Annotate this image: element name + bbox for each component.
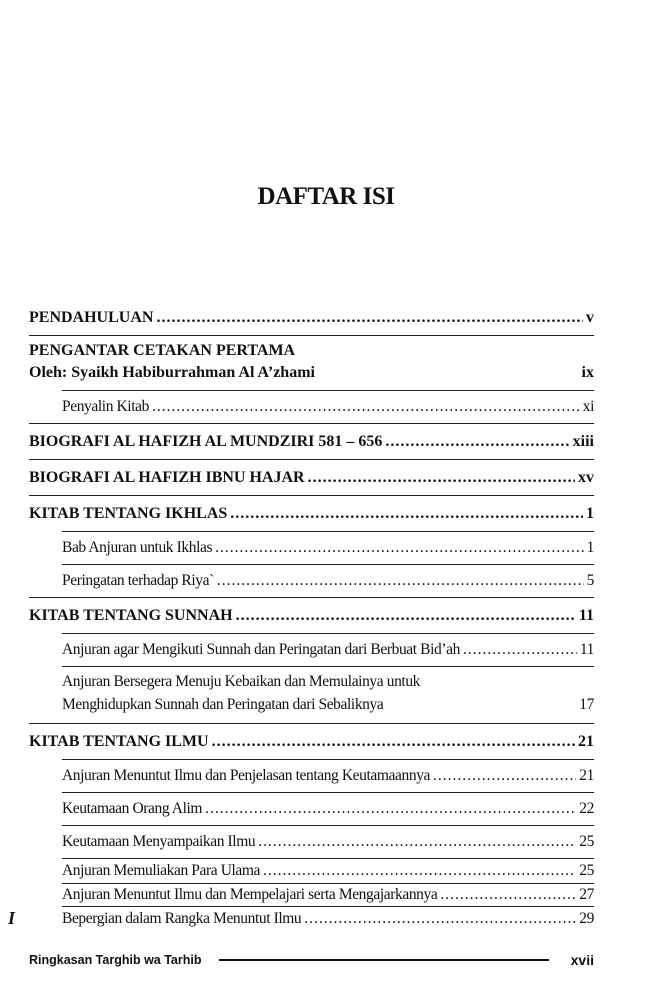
toc-entry-text: Anjuran Bersegera Menuju Kebaikan dan Memulainya untuk	[62, 673, 421, 690]
toc-page-number: 22	[579, 800, 594, 817]
toc-entry-text: Anjuran agar Mengikuti Sunnah dan Peringatan dari Berbuat Bid’ah	[62, 641, 460, 658]
toc-entry-text: Keutamaan Orang Alim	[62, 800, 203, 817]
toc-entry-text: BIOGRAFI AL HAFIZH IBNU HAJAR	[29, 468, 305, 486]
leader-dots	[236, 607, 576, 625]
toc-entry-text: Penyalin Kitab	[62, 398, 149, 415]
toc-entry-subtext: Menghidupkan Sunnah dan Peringatan dari Sebaliknya	[62, 696, 384, 713]
toc-entry-subtext: Oleh: Syaikh Habiburrahman Al A’zhami	[29, 364, 315, 381]
toc-entry-bepergian	[29, 907, 594, 931]
footer-page-number: xvii	[570, 952, 594, 968]
leader-dots	[433, 767, 576, 785]
toc-entry-text: KITAB TENTANG IKHLAS	[29, 504, 228, 522]
margin-mark: I	[8, 908, 16, 928]
leader-dots	[215, 539, 584, 557]
toc-entry-anjuran-mempelajari	[29, 884, 594, 906]
toc-page-number: 11	[578, 606, 594, 624]
toc-page-number: xv	[578, 468, 594, 486]
leader-dots	[385, 433, 569, 451]
toc-entry-penyalin	[29, 391, 594, 423]
leader-dots	[308, 469, 575, 487]
toc-page-number: 11	[579, 641, 594, 658]
leader-dots	[156, 309, 583, 327]
toc-entry-anjuran-menuntut	[29, 760, 594, 792]
leader-dots	[217, 572, 584, 590]
toc-entry-kitab-sunnah	[29, 598, 594, 633]
toc-entry-keutamaan-menyampaikan	[29, 826, 594, 858]
footer-book-title: Ringkasan Targhib wa Tarhib	[29, 953, 202, 967]
leader-dots	[152, 398, 580, 416]
toc-entry-text: BIOGRAFI AL HAFIZH AL MUNDZIRI 581 – 656	[29, 432, 383, 450]
toc-entry-text: Bab Anjuran untuk Ikhlas	[62, 539, 213, 556]
toc-entry-text: KITAB TENTANG SUNNAH	[29, 606, 233, 624]
toc-page-number: 1	[586, 539, 594, 556]
toc-entry-text: Anjuran Memuliakan Para Ulama	[62, 862, 261, 879]
toc-entry-anjuran-sunnah	[29, 634, 594, 666]
toc-entry-keutamaan-alim	[29, 793, 594, 825]
leader-dots	[463, 641, 577, 659]
toc-entry-bab-anjuran-ikhlas	[29, 532, 594, 564]
toc-entry-text: KITAB TENTANG ILMU	[29, 732, 209, 750]
toc-entry-text: Anjuran Menuntut Ilmu dan Mempelajari serta Mengajarkannya	[62, 886, 438, 903]
toc-page-number: 21	[578, 732, 594, 750]
toc-entry-peringatan-riya	[29, 565, 594, 597]
toc-page-number: ix	[581, 364, 594, 381]
toc-page-number: 25	[579, 862, 594, 879]
leader-dots	[304, 910, 576, 928]
toc-entry-text: PENDAHULUAN	[29, 308, 154, 326]
toc-page-number: xiii	[572, 432, 594, 450]
toc-entry-anjuran-memuliakan	[29, 859, 594, 883]
toc-entry-text: Keutamaan Menyampaikan Ilmu	[62, 833, 256, 850]
leader-dots	[263, 862, 576, 880]
toc-entry-text: Bepergian dalam Rangka Menuntut Ilmu	[62, 910, 302, 927]
toc-page-number: 17	[579, 696, 594, 713]
leader-dots	[230, 505, 583, 523]
toc-entry-pendahuluan	[29, 300, 594, 335]
footer-rule	[219, 959, 548, 961]
toc-entry-kitab-ikhlas	[29, 496, 594, 531]
toc-page-number: 21	[579, 767, 594, 784]
toc-page-number: 1	[586, 504, 594, 522]
toc-entry-text: PENGANTAR CETAKAN PERTAMA	[29, 342, 296, 359]
leader-dots	[212, 733, 575, 751]
page-footer	[29, 952, 594, 968]
toc-entry-text: Peringatan terhadap Riya`	[62, 572, 214, 589]
toc-entry-pengantar	[29, 336, 594, 390]
toc-entry-kitab-ilmu	[29, 724, 594, 759]
leader-dots	[258, 833, 576, 851]
toc-page-number: xi	[582, 398, 594, 415]
toc-page-number: 5	[586, 572, 594, 589]
toc-entry-text: Anjuran Menuntut Ilmu dan Penjelasan tentang Keutamaannya	[62, 767, 431, 784]
leader-dots	[205, 800, 576, 818]
toc-entry-anjuran-bersegera	[29, 667, 594, 723]
toc-entry-biografi-hajar	[29, 460, 594, 495]
table-of-contents	[29, 300, 594, 931]
toc-page-number: v	[586, 308, 594, 326]
toc-page-number: 25	[579, 833, 594, 850]
toc-page-number: 29	[579, 910, 594, 927]
page-title: DAFTAR ISI	[257, 183, 395, 210]
toc-page-number: 27	[579, 886, 594, 903]
leader-dots	[440, 886, 576, 904]
toc-entry-biografi-mundziri	[29, 424, 594, 459]
